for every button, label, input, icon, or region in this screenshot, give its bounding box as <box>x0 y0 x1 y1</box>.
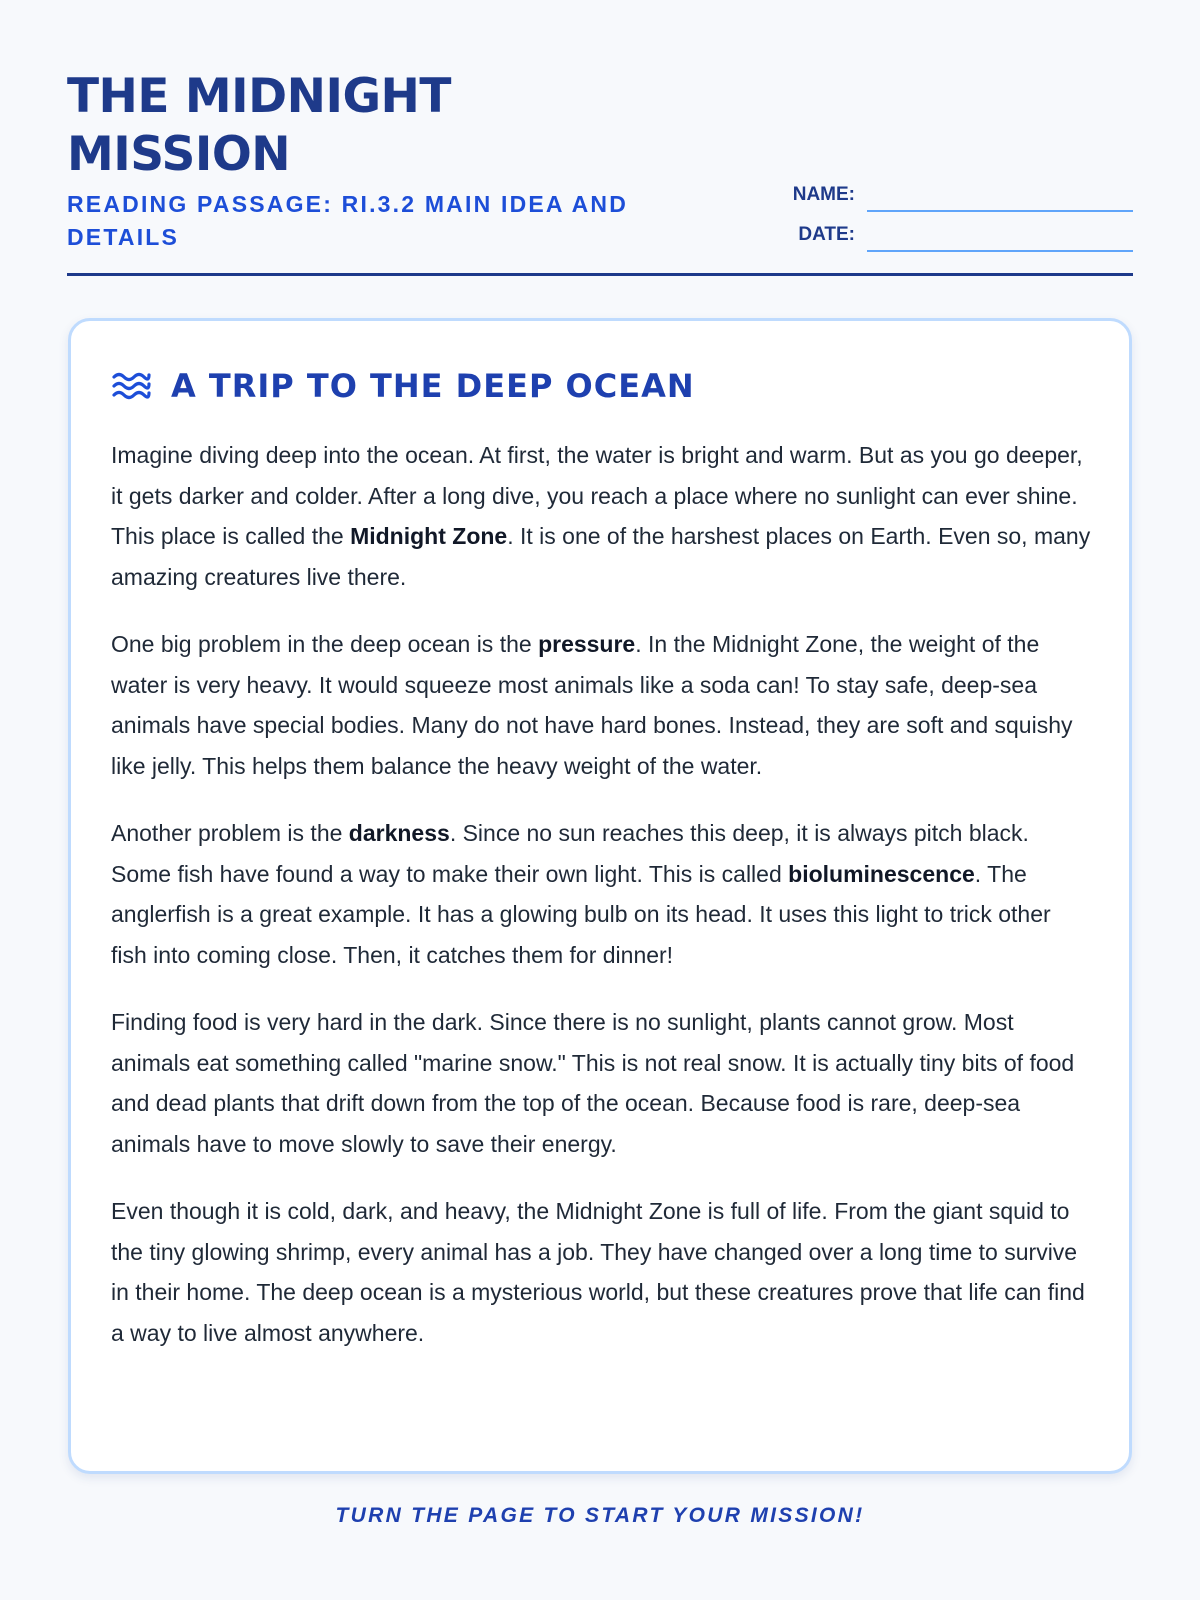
passage-body <box>111 435 1091 1380</box>
paragraph-text: . In the Midnight Zone, the weight of the water is very heavy. It would squeeze most animals like a soda can! To stay safe, deep-sea animals have special bodies. Many do not have hard bones. Instead, they are soft and squishy like jelly. This helps them balance the heavy weight of the water. <box>111 631 1073 779</box>
passage-heading <box>111 363 1071 409</box>
paragraph-text: Another problem is the <box>111 820 349 846</box>
passage-paragraph <box>111 1002 1091 1164</box>
key-term: bioluminescence <box>788 860 975 887</box>
passage-paragraph <box>111 435 1091 597</box>
passage-paragraph <box>111 624 1091 786</box>
paragraph-text: Even though it is cold, dark, and heavy, the Midnight Zone is full of life. From the giant squid to the tiny glowing shrimp, every animal has a job. They have changed over a long time to survive in their home. The deep ocean is a mysterious world, but these creatures prove that life can find a way to live almost anywhere. <box>111 1198 1085 1346</box>
key-term: pressure <box>538 631 636 657</box>
footer-note: TURN THE PAGE TO START YOUR MISSION! <box>335 1504 865 1527</box>
passage-card <box>68 318 1132 1474</box>
name-field <box>767 182 1133 212</box>
page-subtitle: READING PASSAGE: RI.3.2 MAIN IDEA AND DETAILS <box>67 191 629 250</box>
paragraph-text: . The anglerfish is a great example. It has a glowing bulb on its head. It uses this light to trick other fish into coming close. Then, it catches them for dinner! <box>111 860 1051 968</box>
passage-paragraph <box>111 1191 1091 1353</box>
paragraph-text: One big problem in the deep ocean is the <box>111 631 539 657</box>
name-label: NAME: <box>792 184 855 205</box>
date-label: DATE: <box>798 224 855 245</box>
waves-icon <box>111 371 151 401</box>
date-line[interactable] <box>867 250 1133 252</box>
paragraph-text: Imagine diving deep into the ocean. At first, the water is bright and warm. But as you go deeper, it gets darker and colder. After a long dive, you reach a place where no sunlight can ever shine. This place is called the <box>111 442 1083 549</box>
paragraph-text: . Since no sun reaches this deep, it is always pitch black. Some fish have found a way to make their own light. This is called <box>111 820 1029 887</box>
paragraph-text: Finding food is very hard in the dark. Since there is no sunlight, plants cannot grow. Most animals eat something called "marine snow." This is not real snow. It is actually tiny bits of food and dead plants that drift down from the top of the ocean. Because food is rare, deep-sea animals have to move slowly to save their energy. <box>111 1009 1075 1157</box>
passage-paragraph <box>111 813 1091 975</box>
worksheet-header <box>67 68 1133 276</box>
passage-title: A TRIP TO THE DEEP OCEAN <box>171 367 695 405</box>
date-field <box>767 222 1133 252</box>
paragraph-text: . It is one of the harshest places on Earth. Even so, many amazing creatures live there. <box>111 523 1091 590</box>
name-line[interactable] <box>867 210 1133 212</box>
page-title: THE MIDNIGHT MISSION <box>67 69 451 182</box>
key-term: darkness <box>348 820 450 846</box>
key-term: Midnight Zone <box>350 523 508 549</box>
